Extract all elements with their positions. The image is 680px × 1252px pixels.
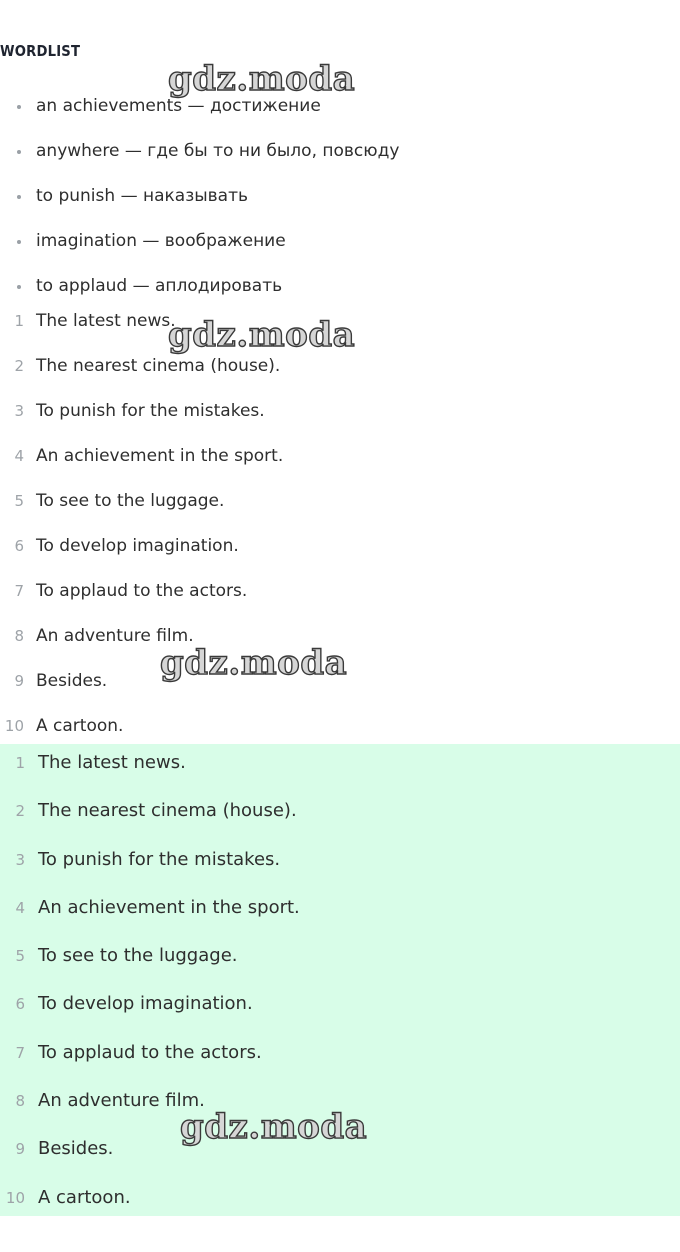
answer-number: 8: [15, 1092, 25, 1111]
answer-text: An achievement in the sport.: [38, 896, 300, 918]
bullet-icon: [17, 285, 21, 289]
item-text: To applaud to the actors.: [36, 581, 248, 601]
item-number: 6: [14, 537, 24, 555]
bullet-icon: [17, 105, 21, 109]
answer-number: 10: [5, 1188, 25, 1207]
answer-number: 3: [15, 850, 25, 869]
wordlist-item: [0, 219, 680, 264]
wordlist-item-text: an achievements — достижение: [36, 96, 321, 116]
answer-text: Besides.: [38, 1138, 114, 1160]
answer-item: [0, 980, 680, 1028]
answer-text: A cartoon.: [38, 1186, 131, 1208]
bullet-icon: [17, 240, 21, 244]
answer-text: To punish for the mistakes.: [38, 848, 281, 870]
item-text: To see to the luggage.: [36, 491, 225, 511]
answer-item: [0, 1029, 680, 1077]
list-item: [0, 524, 680, 569]
item-text: An adventure film.: [36, 626, 194, 646]
item-text: An achievement in the sport.: [36, 446, 284, 466]
answer-number: 9: [15, 1140, 25, 1159]
answer-number: 4: [15, 898, 25, 917]
wordlist-item-text: to applaud — аплодировать: [36, 276, 283, 296]
answer-number: 7: [15, 1043, 25, 1062]
item-number: 2: [14, 357, 24, 375]
wordlist-item: [0, 174, 680, 219]
answer-item: [0, 739, 680, 787]
watermark-logo: gdz.moda: [168, 315, 356, 355]
item-number: 10: [4, 717, 24, 735]
list-item: [0, 389, 680, 434]
answer-number: 6: [15, 995, 25, 1014]
item-number: 3: [14, 402, 24, 420]
item-number: 9: [14, 672, 24, 690]
answer-item: [0, 836, 680, 884]
answer-number: 2: [15, 802, 25, 821]
list-item: [0, 569, 680, 614]
answer-text: To see to the luggage.: [38, 945, 238, 967]
wordlist-item-text: imagination — воображение: [36, 231, 286, 251]
item-text: Besides.: [36, 671, 108, 691]
wordlist-item-text: anywhere — где бы то ни было, повсюду: [36, 141, 400, 161]
item-number: 1: [14, 312, 24, 330]
answer-text: The latest news.: [38, 752, 186, 773]
answer-item: [0, 787, 680, 835]
watermark-logo: gdz.moda: [168, 59, 356, 99]
item-text: To punish for the mistakes.: [36, 401, 265, 421]
answer-text: To applaud to the actors.: [38, 1041, 262, 1063]
item-text: To develop imagination.: [36, 536, 239, 556]
item-text: A cartoon.: [36, 716, 124, 736]
wordlist-item: [0, 129, 680, 174]
answer-text: To develop imagination.: [38, 993, 253, 1015]
item-text: The nearest cinema (house).: [36, 356, 281, 376]
item-number: 8: [14, 627, 24, 645]
item-number: 4: [14, 447, 24, 465]
list-item: [0, 434, 680, 479]
answer-item: [0, 932, 680, 980]
bullet-icon: [17, 195, 21, 199]
wordlist-heading: WORDLIST: [0, 42, 81, 60]
answer-text: The nearest cinema (house).: [38, 800, 297, 822]
answer-item: [0, 884, 680, 932]
watermark-logo: gdz.moda: [180, 1107, 368, 1147]
answer-item: [0, 1174, 680, 1222]
wordlist-item-text: to punish — наказывать: [36, 186, 249, 206]
item-number: 7: [14, 582, 24, 600]
wordlist: [0, 84, 680, 309]
answer-list: [0, 739, 680, 1222]
answer-text: An adventure film.: [38, 1090, 205, 1112]
item-number: 5: [14, 492, 24, 510]
answer-number: 1: [15, 754, 25, 772]
bullet-icon: [17, 150, 21, 154]
answer-number: 5: [15, 947, 25, 966]
item-text: The latest news.: [36, 311, 176, 331]
list-item: [0, 479, 680, 524]
watermark-logo: gdz.moda: [160, 643, 348, 683]
